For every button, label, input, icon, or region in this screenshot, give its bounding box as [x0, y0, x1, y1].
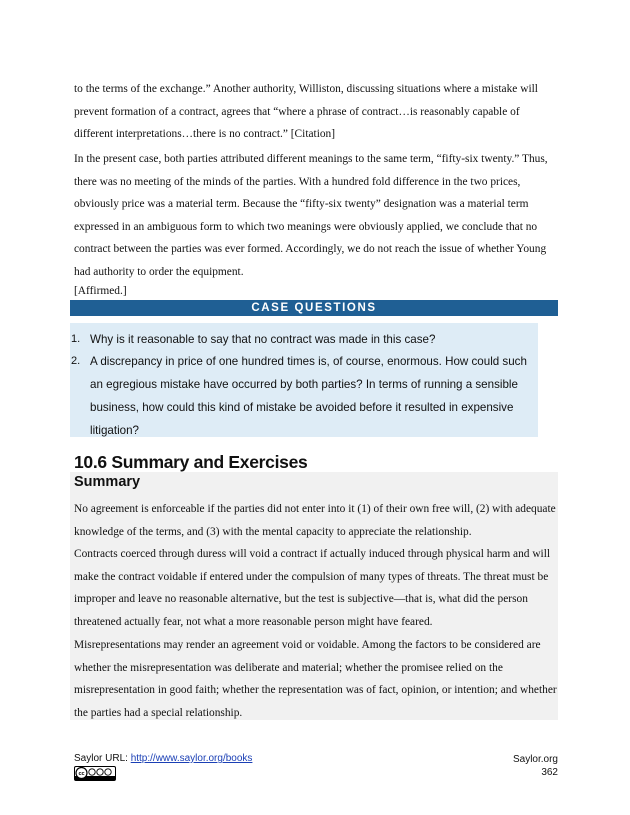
summary-paragraph: No agreement is enforceable if the parties did not enter into it (1) of their own free will, (2) with adequate knowledge of the terms, and (3) with the mental capacity to appreciate the relationship. [74, 503, 556, 538]
body-paragraph: [Affirmed.] [74, 285, 127, 297]
footer-url-link[interactable]: http://www.saylor.org/books [130, 753, 253, 764]
body-paragraph: to the terms of the exchange.” Another authority, Williston, discussing situations where a mistake will prevent formation of a contract, agrees that “where a phrase of contract…is reasonably capable of different interpretations…there is no contract.” [Citation] [74, 83, 538, 140]
footer-url-label: Saylor URL: [74, 753, 131, 764]
summary-heading: Summary [74, 474, 141, 490]
question-text: A discrepancy in price of one hundred times is, of course, enormous. How could such an egregious mistake have occurred by both parties? In terms of running a sensible business, how could this kind of mistake be avoided before it resulted in expensive litigation? [90, 355, 527, 437]
summary-paragraph: Misrepresentations may render an agreement void or voidable. Among the factors to be considered are whether the misrepresentation was deliberate and material; whether the promisee relied on the misrepresentation in good faith; whether the representation was of fact, opinion, or intention; and whether the parties had a special relationship. [74, 639, 557, 719]
summary-paragraph: Contracts coerced through duress will void a contract if actually induced through physical harm and will make the contract voidable if entered under the compulsion of many types of threats. The threat must be improper and leave no reasonable alternative, but the test is subjective—that is, what did the person threatened actually fear, not what a more reasonable person might have feared. [74, 548, 551, 628]
case-questions-heading: CASE QUESTIONS [70, 300, 558, 316]
creative-commons-license-icon[interactable] [74, 766, 116, 781]
question-number: 1. [71, 333, 81, 345]
section-title: 10.6 Summary and Exercises [74, 452, 308, 472]
question-text: Why is it reasonable to say that no contract was made in this case? [90, 333, 436, 346]
footer-page-info [513, 753, 558, 779]
svg-text:cc: cc [78, 771, 85, 777]
footer-page-number: 362 [541, 767, 558, 778]
body-paragraph: In the present case, both parties attributed different meanings to the same term, “fifty-six twenty.” Thus, there was no meeting of the minds of the parties. With a hundred fold difference in the two prices, obviously price was a material term. Because the “fifty-six twenty” designation was a material term expressed in an ambiguous form to which two meanings were obviously applied, we conclude that no contract between the parties was ever formed. Accordingly, we do not reach the issue of whether Young had authority to order the equipment. [74, 153, 548, 278]
footer-source [74, 753, 252, 764]
footer-site: Saylor.org [512, 754, 558, 765]
question-number: 2. [71, 355, 81, 367]
